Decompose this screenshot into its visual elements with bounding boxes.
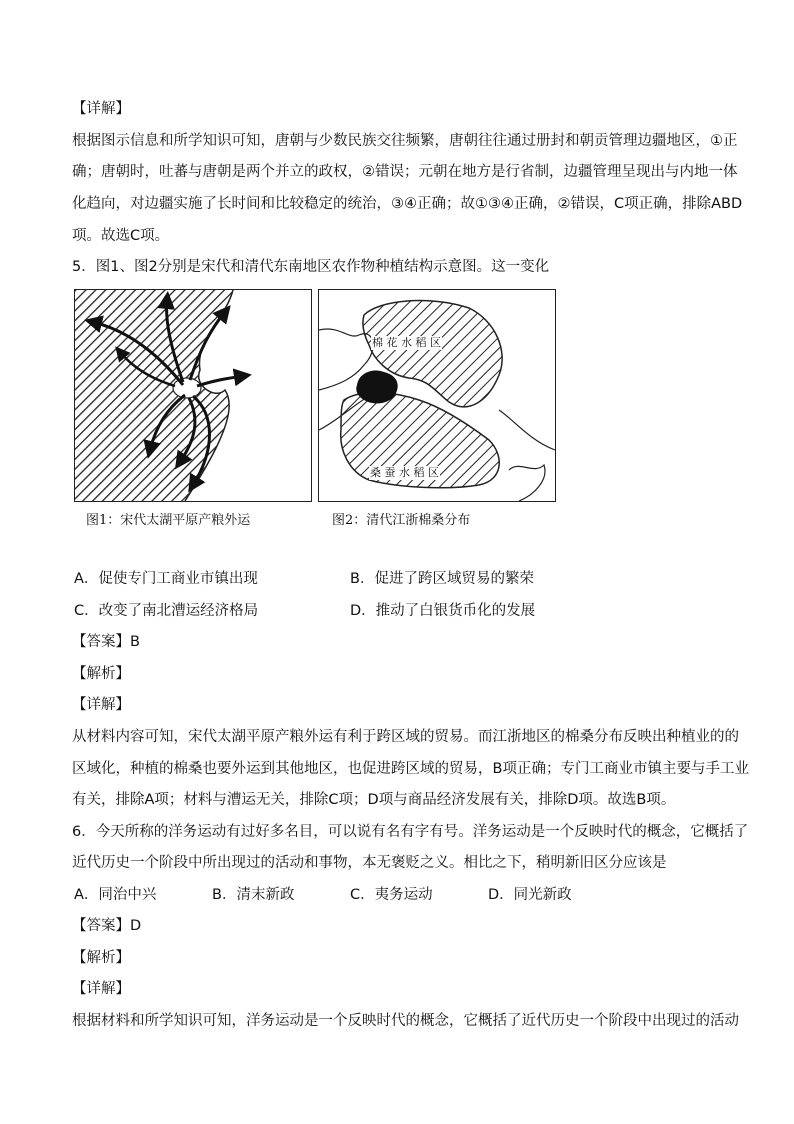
q6-detail-heading: 【详解】 [72, 981, 130, 997]
q4-detail-line-1: 根据图示信息和所学知识可知，唐朝与少数民族交往频繁，唐朝往往通过册封和朝贡管理边疆地区，①正 [72, 133, 738, 149]
q6-option-a: A．同治中兴 [74, 887, 157, 903]
figure-2-caption: 图2：清代江浙棉桑分布 [332, 513, 471, 528]
q5-detail-line-3: 有关，排除A项；材料与漕运无关，排除C项；D项与商品经济发展有关，排除D项。故选B项。 [72, 792, 676, 808]
q6-option-d: D．同光新政 [488, 887, 572, 903]
figure-2-qing-cotton-mulberry-map [318, 289, 556, 502]
q5-detail-heading: 【详解】 [72, 697, 130, 713]
figure-1-caption: 图1：宋代太湖平原产粮外运 [86, 513, 251, 528]
q6-stem-line-2: 近代历史一个阶段中所出现过的活动和事物，本无褒贬之义。相比之下，稍明新旧区分应该是 [72, 855, 667, 871]
q4-detail-line-2: 确；唐朝时，吐蕃与唐朝是两个并立的政权，②错误；元朝在地方是行省制，边疆管理呈现出与内地一体 [72, 164, 738, 180]
q4-detail-line-3: 化趋向，对边疆实施了长时间和比较稳定的统治，③④正确；故①③④正确，②错误，C项正确，排除ABD [72, 196, 743, 212]
q6-answer: 【答案】D [72, 918, 142, 934]
q5-analysis-heading: 【解析】 [72, 666, 130, 682]
q4-detail-heading: 【详解】 [72, 101, 130, 117]
q5-option-b: B．促进了跨区域贸易的繁荣 [350, 571, 534, 587]
q4-detail-line-4: 项。故选C项。 [72, 228, 170, 244]
q6-option-c: C．夷务运动 [350, 887, 433, 903]
figure-1-song-grain-map [74, 289, 312, 502]
figure-2-label-cotton-rice: 棉 花 水 稻 区 [372, 336, 441, 349]
q5-detail-line-2: 区域化，种植的棉桑也要外运到其他地区，也促进跨区域的贸易，B项正确；专门工商业市镇主要与手工业 [72, 761, 749, 777]
q5-stem: 5．图1、图2分别是宋代和清代东南地区农作物种植结构示意图。这一变化 [72, 259, 550, 275]
q6-option-b: B．清末新政 [212, 887, 295, 903]
q5-detail-line-1: 从材料内容可知，宋代太湖平原产粮外运有利于跨区域的贸易。而江浙地区的棉桑分布反映出种植业的的 [72, 729, 739, 745]
q5-answer: 【答案】B [72, 634, 140, 650]
q5-option-d: D．推动了白银货币化的发展 [350, 603, 536, 619]
q5-option-a: A．促使专门工商业市镇出现 [74, 571, 258, 587]
q6-detail-line-1: 根据材料和所学知识可知，洋务运动是一个反映时代的概念，它概括了近代历史一个阶段中出现过的活动 [72, 1013, 739, 1029]
q6-analysis-heading: 【解析】 [72, 950, 130, 966]
figure-2-label-mulberry-rice: 桑 蚕 水 稻 区 [370, 466, 439, 479]
q5-option-c: C．改变了南北漕运经济格局 [74, 603, 259, 619]
q6-stem-line-1: 6．今天所称的洋务运动有过好多名目，可以说有名有字有号。洋务运动是一个反映时代的概念，它概括了 [72, 824, 749, 840]
